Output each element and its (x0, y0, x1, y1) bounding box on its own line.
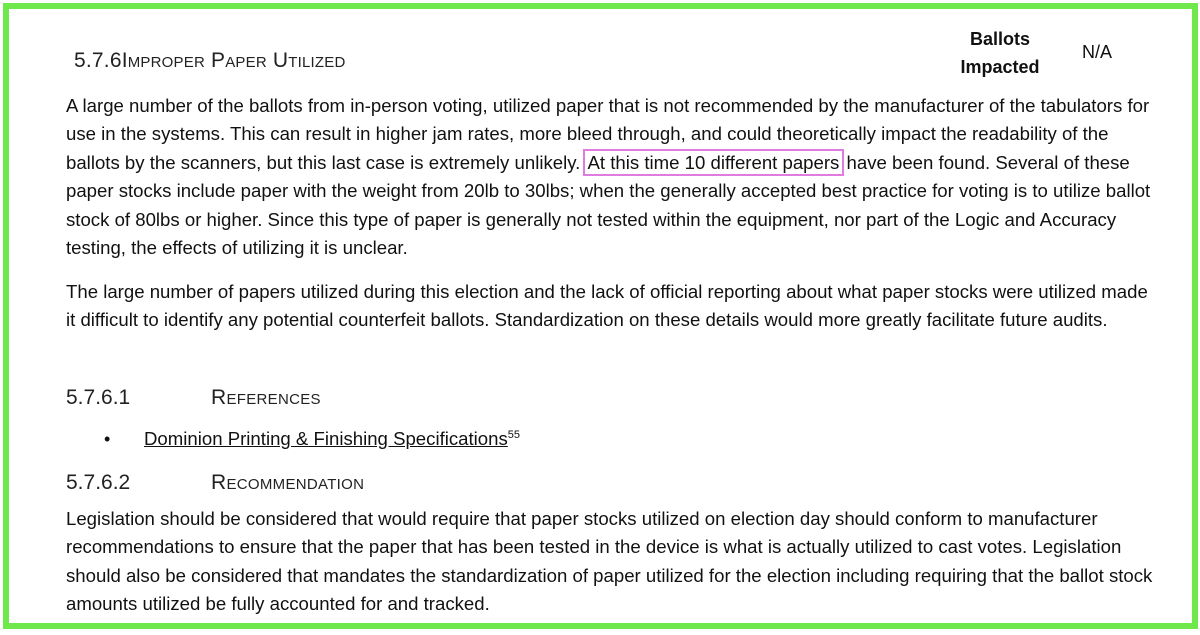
references-number: 5.7.6.1 (66, 386, 131, 409)
paragraph-paper-issue (66, 92, 1161, 262)
recommendation-title: Recommendation (211, 471, 365, 494)
recommendation-number: 5.7.6.2 (66, 471, 131, 494)
references-list (104, 421, 520, 453)
references-title: References (211, 386, 321, 409)
paragraph-text-before: A large number of the ballots from in-person voting, utilized paper that is not recommended by the manufacturer of the tabulators for use in the systems. This can result in higher jam rates, more bleed through, and could theoretically impact the readability of the ballots by the scanners, but this last case is extremely unlikely. (66, 95, 1150, 173)
ballots-impacted-value: N/A (1082, 42, 1113, 62)
bullet-icon: • (104, 429, 111, 450)
references-heading (66, 386, 321, 410)
paragraph-audit-impact: The large number of papers utilized during this election and the lack of official reporting about what paper stocks were utilized made it difficult to identify any potential counterfeit ballots. Standardization on these details would more greatly facilitate future audits. (66, 281, 1148, 331)
reference-link[interactable]: Dominion Printing & Finishing Specifications (144, 428, 508, 450)
paragraph-text-after: have been found. Several of these paper stocks include paper with the weight from 20lb to 30lbs; when the generally accepted best practice for voting is to utilize ballot stock of 80lbs or higher. Since this type of paper is generally not tested within the equipment, nor part of the Logic and Accuracy testing, the effects of utilizing it is unclear. (66, 151, 1151, 259)
document-frame (3, 3, 1198, 629)
ballots-impacted-label: Ballots Impacted (960, 29, 1040, 77)
list-item (104, 421, 520, 453)
highlighted-phrase: At this time 10 different papers (587, 151, 840, 173)
document-page (9, 9, 1192, 623)
recommendation-text: Legislation should be considered that would require that paper stocks utilized on election day should conform to manufacturer recommendations to ensure that the paper that has been tested in the device is what is actually utilized to cast votes. Legislation should also be considered that mandates the standardization of paper utilized for the election including requiring that the ballot stock amounts utilized be fully accounted for and tracked. (66, 508, 1153, 615)
recommendation-heading (66, 471, 364, 495)
footnote-marker[interactable]: 55 (507, 429, 521, 441)
section-heading: 5.7.6Improper Paper Utilized (74, 49, 346, 72)
